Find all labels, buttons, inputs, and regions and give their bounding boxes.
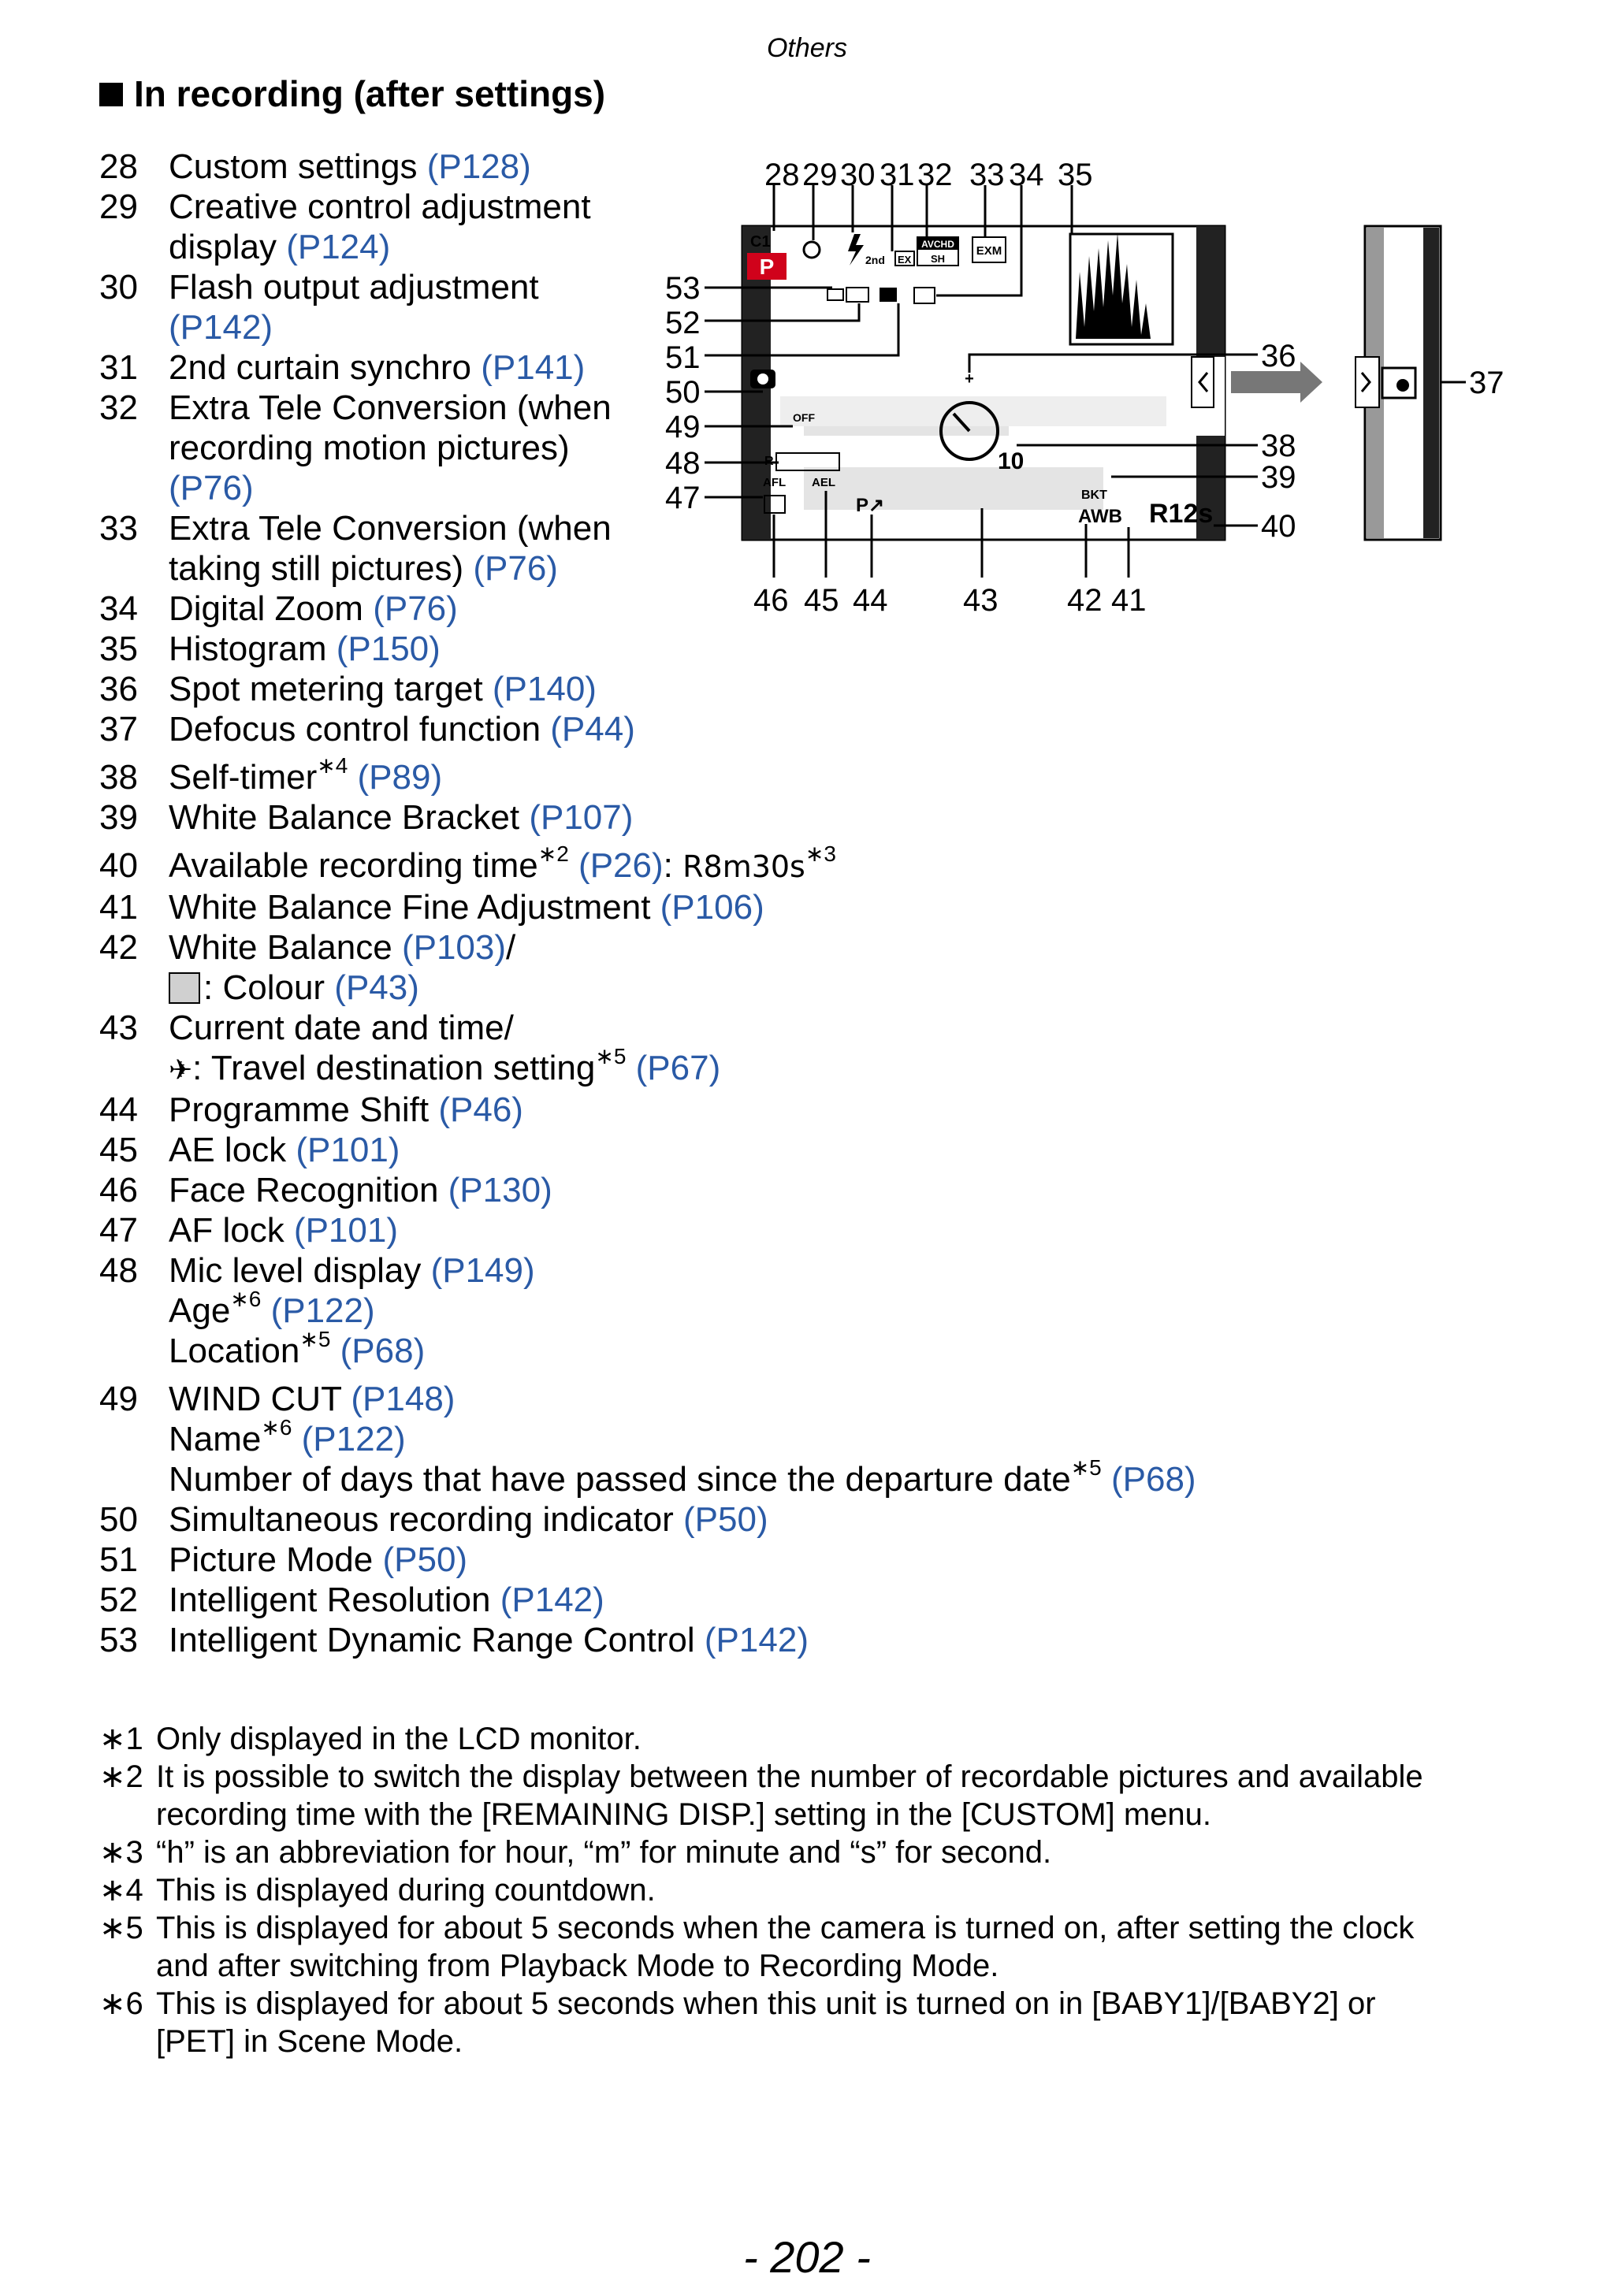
label-33: 33 <box>969 158 1005 192</box>
awb-label: AWB <box>1078 506 1122 527</box>
side-panel-right <box>1423 228 1439 538</box>
second-curtain-label: 2nd <box>865 254 885 266</box>
label-38: 38 <box>1261 429 1296 463</box>
item-number: 40 <box>99 846 138 885</box>
item-number: 49 <box>99 1380 138 1418</box>
wind-area <box>780 396 1166 426</box>
item-number: 34 <box>99 589 138 628</box>
camera-lens-icon <box>757 373 768 385</box>
page-reference-link[interactable]: (P142) <box>169 308 273 347</box>
item-number: 29 <box>99 188 138 226</box>
item-number <box>99 227 169 267</box>
footnote-text: This is displayed during countdown. <box>156 1873 656 1908</box>
item-label: WIND CUT <box>169 1380 351 1418</box>
footnotes <box>99 1720 1534 2060</box>
item-number: 45 <box>99 1131 138 1169</box>
list-item <box>99 629 1196 669</box>
item-number <box>99 548 169 589</box>
item-text <box>169 1044 1196 1090</box>
label-52: 52 <box>665 306 701 340</box>
page-reference-link[interactable]: (P148) <box>351 1380 456 1418</box>
footnote <box>99 2023 1534 2060</box>
page-reference-link[interactable]: (P122) <box>261 1291 375 1330</box>
footnote-key: ∗1 <box>99 1722 143 1756</box>
item-number: 51 <box>99 1540 138 1579</box>
footnote <box>99 1909 1534 1947</box>
item-number <box>99 307 169 347</box>
item-label: Intelligent Dynamic Range Control <box>169 1621 705 1659</box>
footnote-key <box>99 2023 156 2060</box>
list-item <box>99 1008 1196 1048</box>
rec-time-label: R12s <box>1149 499 1214 529</box>
list-item <box>99 1090 1196 1130</box>
page-reference-link[interactable]: (P142) <box>500 1581 604 1619</box>
footnote-key: ∗3 <box>99 1835 143 1870</box>
label-47: 47 <box>665 481 701 515</box>
rec-time-example: R8m30s <box>682 849 805 884</box>
footnote-mark: ∗6 <box>230 1287 262 1312</box>
list-item <box>99 1499 1196 1540</box>
item-text <box>169 841 1196 887</box>
page-reference-link[interactable]: (P68) <box>330 1332 426 1370</box>
item-text <box>169 753 1196 797</box>
footnote-key: ∗2 <box>99 1759 143 1794</box>
list-item <box>99 1620 1196 1660</box>
footnote-text: It is possible to switch the display between the number of recordable pictures and available <box>156 1759 1423 1794</box>
item-text <box>169 1455 1196 1499</box>
list-item <box>99 1379 1196 1419</box>
item-number <box>99 1291 169 1331</box>
page-reference-link[interactable]: (P101) <box>293 1211 398 1250</box>
item-label: Flash output adjustment <box>169 268 539 307</box>
item-text <box>169 1327 1196 1371</box>
item-number: 38 <box>99 758 138 797</box>
item-text <box>169 1540 1196 1580</box>
item-label: Extra Tele Conversion (when <box>169 388 612 427</box>
item-text <box>169 1287 1196 1331</box>
item-label: Extra Tele Conversion (when <box>169 509 612 548</box>
item-text <box>169 1008 1196 1048</box>
footnote-key <box>99 1796 156 1833</box>
page-reference-link[interactable]: (P89) <box>348 758 443 797</box>
digital-zoom-icon <box>880 288 897 302</box>
page-reference-link[interactable]: (P76) <box>473 549 558 588</box>
footnote-mark: ∗4 <box>317 753 348 778</box>
item-text <box>169 1130 1196 1170</box>
footnote-mark: ∗5 <box>1070 1455 1102 1481</box>
label-48: 48 <box>665 446 701 481</box>
page-reference-link[interactable]: (P142) <box>704 1621 809 1659</box>
item-label: Programme Shift <box>169 1090 439 1129</box>
item-label: Self-timer <box>169 758 318 797</box>
item-suffix: / <box>506 928 516 967</box>
item-label: Spot metering target <box>169 670 493 708</box>
page-reference-link[interactable]: (P103) <box>401 928 507 967</box>
footnote-mark: ∗2 <box>537 841 569 867</box>
item-number: 52 <box>99 1581 138 1619</box>
label-49: 49 <box>665 410 701 444</box>
page-reference-link[interactable]: (P130) <box>448 1171 552 1209</box>
label-36: 36 <box>1261 339 1296 373</box>
label-31: 31 <box>880 158 915 192</box>
item-text <box>169 887 1196 927</box>
page-reference-link[interactable]: (P26) <box>568 846 664 885</box>
item-number: 43 <box>99 1009 138 1047</box>
item-number: 30 <box>99 268 138 307</box>
item-label: Mic level display <box>169 1251 431 1290</box>
item-suffix: : <box>663 846 683 885</box>
item-label: Histogram <box>169 630 337 668</box>
item-number: 39 <box>99 798 138 837</box>
item-label: White Balance <box>169 928 402 967</box>
item-label: 2nd curtain synchro <box>169 348 482 387</box>
mic-r-label: R <box>764 455 774 468</box>
footnote <box>99 1758 1534 1796</box>
page-reference-link[interactable]: (P50) <box>683 1500 768 1539</box>
label-35: 35 <box>1058 158 1093 192</box>
page-reference-link[interactable]: (P46) <box>438 1090 523 1129</box>
page-reference-link[interactable]: (P76) <box>169 469 254 507</box>
item-number: 48 <box>99 1251 138 1290</box>
page-reference-link[interactable]: (P50) <box>382 1540 468 1579</box>
item-label: Current date and time/ <box>169 1009 514 1047</box>
list-item <box>99 797 1196 838</box>
item-label: AF lock <box>169 1211 294 1250</box>
page-reference-link[interactable]: (P43) <box>334 968 419 1007</box>
item-label: Custom settings <box>169 147 427 186</box>
label-53: 53 <box>665 271 701 306</box>
item-number: 31 <box>99 348 138 387</box>
item-label: Creative control adjustment <box>169 188 591 226</box>
item-text <box>169 629 1196 669</box>
page-reference-link[interactable]: (P101) <box>296 1131 400 1169</box>
item-label: recording motion pictures) <box>169 429 570 467</box>
bkt-label: BKT <box>1081 489 1107 502</box>
item-text <box>169 1580 1196 1620</box>
item-label: : Travel destination setting <box>192 1049 596 1087</box>
side-panel-tab <box>1356 357 1379 407</box>
item-text <box>169 1210 1196 1250</box>
footnote-mark: ∗5 <box>299 1327 331 1352</box>
list-item <box>99 1130 1196 1170</box>
screen-diagram <box>646 146 1553 634</box>
item-label: Available recording time <box>169 846 538 885</box>
running-header: Others <box>766 33 848 63</box>
label-28: 28 <box>764 158 800 192</box>
label-34: 34 <box>1009 158 1044 192</box>
footnote-mark: ∗6 <box>261 1415 292 1440</box>
list-item <box>99 1540 1196 1580</box>
panel-tab <box>1192 357 1214 407</box>
footnote <box>99 1871 1534 1909</box>
ex-tele-motion-label: EX <box>898 254 912 266</box>
label-42: 42 <box>1067 583 1103 618</box>
mode-label: P <box>759 254 775 279</box>
item-label: Name <box>169 1420 262 1458</box>
page-reference-link[interactable]: (P141) <box>481 348 586 387</box>
square-bullet-icon <box>99 83 123 106</box>
custom-c1-icon: C1 <box>750 233 771 251</box>
item-number <box>99 968 169 1008</box>
label-51: 51 <box>665 340 701 375</box>
footnote-text: Only displayed in the LCD monitor. <box>156 1722 642 1756</box>
list-item <box>99 1170 1196 1210</box>
list-item <box>99 841 1196 887</box>
format-bottom-label: SH <box>930 253 946 265</box>
label-44: 44 <box>853 583 888 618</box>
item-number: 44 <box>99 1090 138 1129</box>
label-30: 30 <box>840 158 876 192</box>
colour-swatch-icon <box>169 972 200 1004</box>
item-text <box>169 709 1196 749</box>
item-label: taking still pictures) <box>169 549 474 588</box>
item-number: 47 <box>99 1211 138 1250</box>
footnote-text: recording time with the [REMAINING DISP.] setting in the [CUSTOM] menu. <box>156 1797 1212 1832</box>
section-title-text: In recording (after settings) <box>134 73 606 114</box>
footnote <box>99 1947 1534 1985</box>
footnote <box>99 1985 1534 2023</box>
item-label: AE lock <box>169 1131 296 1169</box>
item-number <box>99 428 169 468</box>
list-item <box>99 1580 1196 1620</box>
item-number <box>99 468 169 508</box>
item-number: 28 <box>99 147 138 186</box>
page-reference-link[interactable]: (P122) <box>292 1420 406 1458</box>
item-number: 46 <box>99 1171 138 1209</box>
label-50: 50 <box>665 375 701 410</box>
list-item <box>99 669 1196 709</box>
footnote-key: ∗4 <box>99 1873 143 1908</box>
item-label: Simultaneous recording indicator <box>169 1500 684 1539</box>
item-text <box>169 1170 1196 1210</box>
spot-metering-target: + <box>965 370 974 388</box>
item-label: display <box>169 228 287 266</box>
page-reference-link[interactable]: (P44) <box>550 710 635 749</box>
footnote-text: “h” is an abbreviation for hour, “m” for minute and “s” for second. <box>156 1835 1052 1870</box>
wind-cut-label: OFF <box>793 411 815 424</box>
section-title <box>99 72 605 115</box>
item-number: 36 <box>99 670 138 708</box>
page-reference-link[interactable]: (P107) <box>529 798 634 837</box>
list-item <box>99 1455 1196 1499</box>
item-number: 33 <box>99 509 138 548</box>
item-text <box>169 1499 1196 1540</box>
list-item <box>99 1250 1196 1291</box>
page-number: - 202 - <box>743 2232 871 2282</box>
item-label: White Balance Bracket <box>169 798 530 837</box>
item-number: 37 <box>99 710 138 749</box>
item-number <box>99 1459 169 1499</box>
page-reference-link[interactable]: (P67) <box>626 1049 721 1087</box>
label-39: 39 <box>1261 460 1296 495</box>
item-text <box>169 1090 1196 1130</box>
label-46: 46 <box>753 583 789 618</box>
item-number: 32 <box>99 388 138 427</box>
item-text <box>169 968 1196 1008</box>
footnote <box>99 1720 1534 1758</box>
self-timer-value: 10 <box>998 448 1025 474</box>
list-item <box>99 1044 1196 1090</box>
item-label: Number of days that have passed since the departure date <box>169 1460 1071 1499</box>
item-number <box>99 1048 169 1090</box>
format-top-label: AVCHD <box>921 239 954 250</box>
date-area <box>804 467 1103 510</box>
item-text <box>169 927 1196 968</box>
list-item <box>99 1415 1196 1459</box>
item-text <box>169 797 1196 838</box>
item-label: Age <box>169 1291 231 1330</box>
footnote-key: ∗5 <box>99 1911 143 1945</box>
list-item <box>99 968 1196 1008</box>
page-reference-link[interactable]: (P149) <box>430 1251 535 1290</box>
item-label: White Balance Fine Adjustment <box>169 888 660 927</box>
program-shift-icon: P↗ <box>856 495 885 516</box>
item-label: Face Recognition <box>169 1171 448 1209</box>
footnote-key: ∗6 <box>99 1986 143 2021</box>
ael-label: AEL <box>812 476 835 489</box>
page-reference-link[interactable]: (P128) <box>426 147 531 186</box>
label-40: 40 <box>1261 509 1296 544</box>
afl-label: AFL <box>763 476 787 489</box>
item-text <box>169 1620 1196 1660</box>
footnote-key <box>99 1947 156 1985</box>
label-37: 37 <box>1469 366 1504 400</box>
footnote-text: This is displayed for about 5 seconds when this unit is turned on in [BABY1]/[BABY2] or <box>156 1986 1376 2021</box>
list-item <box>99 927 1196 968</box>
label-43: 43 <box>963 583 999 618</box>
item-number: 53 <box>99 1621 138 1659</box>
footnote-text: This is displayed for about 5 seconds when the camera is turned on, after setting the clock <box>156 1911 1415 1945</box>
item-label: Defocus control function <box>169 710 551 749</box>
page-reference-link[interactable]: (P150) <box>336 630 441 668</box>
item-text <box>169 1250 1196 1291</box>
page-reference-link[interactable]: (P124) <box>286 228 391 266</box>
label-29: 29 <box>802 158 838 192</box>
item-label: Location <box>169 1332 300 1370</box>
item-label: Digital Zoom <box>169 589 374 628</box>
item-number <box>99 1419 169 1459</box>
item-number: 35 <box>99 630 138 668</box>
page-reference-link[interactable]: (P76) <box>373 589 458 628</box>
ex-tele-still-label: EXM <box>976 244 1002 258</box>
item-label: Picture Mode <box>169 1540 383 1579</box>
item-text <box>169 669 1196 709</box>
item-label: : Colour <box>203 968 335 1007</box>
list-item <box>99 887 1196 927</box>
page-reference-link[interactable]: (P68) <box>1101 1460 1196 1499</box>
list-item <box>99 753 1196 797</box>
footnote-text: [PET] in Scene Mode. <box>156 2024 463 2059</box>
list-item <box>99 709 1196 749</box>
item-number <box>99 1331 169 1371</box>
page-reference-link[interactable]: (P106) <box>660 888 764 927</box>
item-text <box>169 1415 1196 1459</box>
item-number: 42 <box>99 928 138 967</box>
list-item <box>99 1327 1196 1371</box>
page-reference-link[interactable]: (P140) <box>492 670 597 708</box>
item-number: 50 <box>99 1500 138 1539</box>
list-item <box>99 1287 1196 1331</box>
label-45: 45 <box>804 583 839 618</box>
footnote <box>99 1796 1534 1833</box>
label-41: 41 <box>1111 583 1147 618</box>
airplane-icon: ✈ <box>169 1053 193 1086</box>
footnote-mark: ∗5 <box>595 1044 627 1069</box>
footnote-text: and after switching from Playback Mode to Recording Mode. <box>156 1949 999 1983</box>
list-item <box>99 1210 1196 1250</box>
footnote-mark: ∗3 <box>805 841 836 867</box>
item-label: Intelligent Resolution <box>169 1581 500 1619</box>
item-number: 41 <box>99 888 138 927</box>
item-text <box>169 1379 1196 1419</box>
label-32: 32 <box>917 158 953 192</box>
footnote <box>99 1833 1534 1871</box>
